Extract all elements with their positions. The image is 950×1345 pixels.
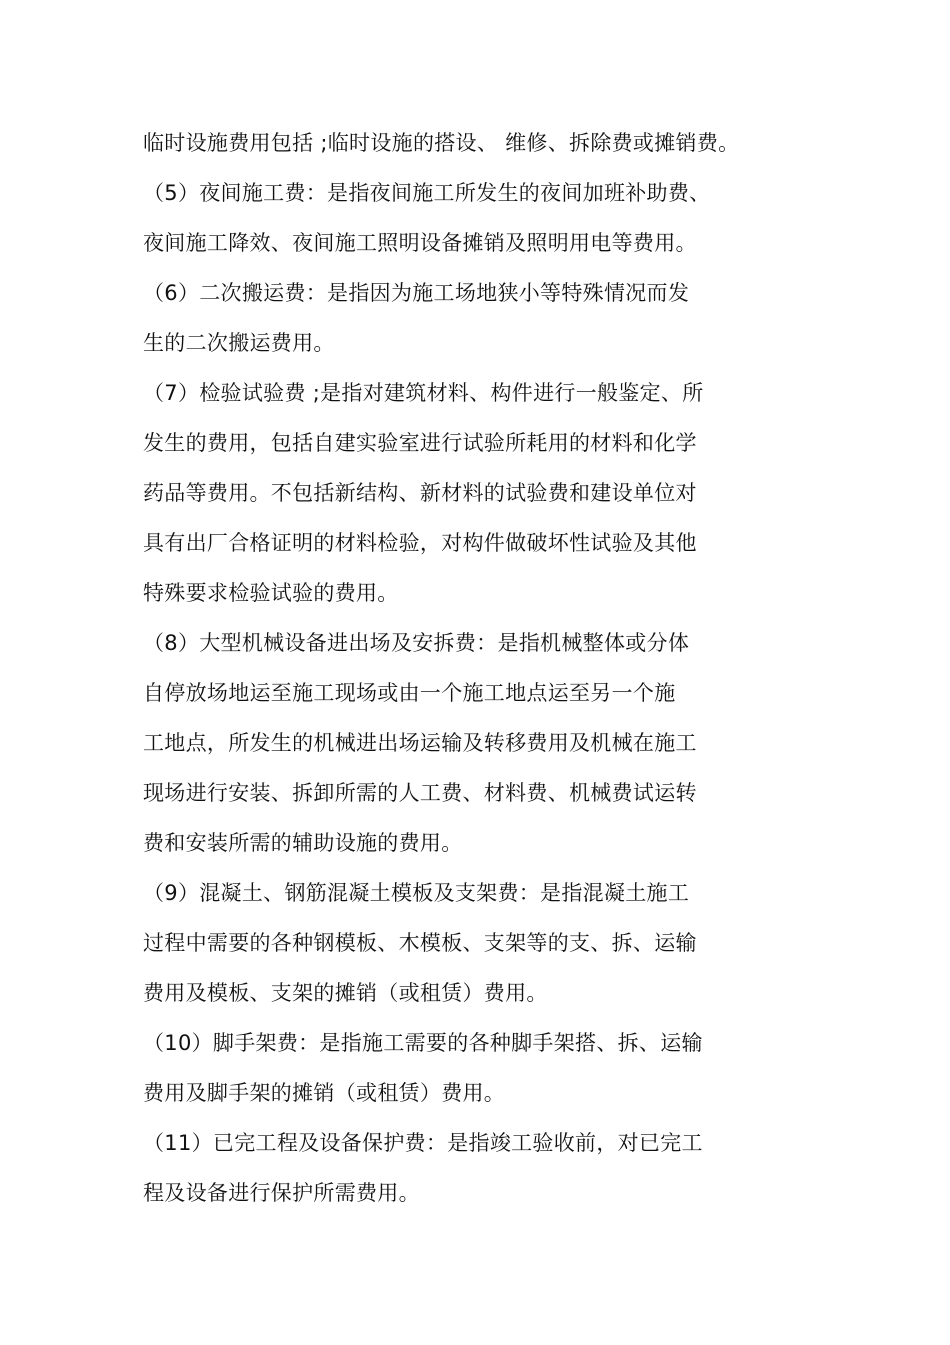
text-line-2: （5）夜间施工费：是指夜间施工所发生的夜间加班补助费、 <box>143 181 711 205</box>
text-line-11: （8）大型机械设备进出场及安拆费：是指机械整体或分体 <box>143 631 690 655</box>
text-line-10: 特殊要求检验试验的费用。 <box>143 581 399 605</box>
text-line-1: 临时设施费用包括 ;临时设施的搭设、 维修、拆除费或摊销费。 <box>143 131 740 155</box>
text-line-6: （7）检验试验费 ;是指对建筑材料、构件进行一般鉴定、所 <box>143 381 704 405</box>
text-line-7: 发生的费用，包括自建实验室进行试验所耗用的材料和化学 <box>143 431 697 455</box>
text-line-18: 费用及模板、支架的摊销（或租赁）费用。 <box>143 981 548 1005</box>
text-line-14: 现场进行安装、拆卸所需的人工费、材料费、机械费试运转 <box>143 781 697 805</box>
text-line-20: 费用及脚手架的摊销（或租赁）费用。 <box>143 1081 506 1105</box>
text-line-12: 自停放场地运至施工现场或由一个施工地点运至另一个施 <box>143 681 676 705</box>
text-line-5: 生的二次搬运费用。 <box>143 331 335 355</box>
text-line-13: 工地点，所发生的机械进出场运输及转移费用及机械在施工 <box>143 731 697 755</box>
text-line-21: （11）已完工程及设备保护费：是指竣工验收前，对已完工 <box>143 1131 703 1155</box>
text-line-4: （6）二次搬运费：是指因为施工场地狭小等特殊情况而发 <box>143 281 690 305</box>
text-line-19: （10）脚手架费：是指施工需要的各种脚手架搭、拆、运输 <box>143 1031 703 1055</box>
text-line-9: 具有出厂合格证明的材料检验，对构件做破坏性试验及其他 <box>143 531 697 555</box>
body-text <box>143 118 843 1218</box>
text-line-3: 夜间施工降效、夜间施工照明设备摊销及照明用电等费用。 <box>143 231 697 255</box>
text-line-17: 过程中需要的各种钢模板、木模板、支架等的支、拆、运输 <box>143 931 697 955</box>
text-line-8: 药品等费用。不包括新结构、新材料的试验费和建设单位对 <box>143 481 697 505</box>
text-line-22: 程及设备进行保护所需费用。 <box>143 1181 420 1205</box>
text-line-16: （9）混凝土、钢筋混凝土模板及支架费：是指混凝土施工 <box>143 881 690 905</box>
text-line-15: 费和安装所需的辅助设施的费用。 <box>143 831 463 855</box>
